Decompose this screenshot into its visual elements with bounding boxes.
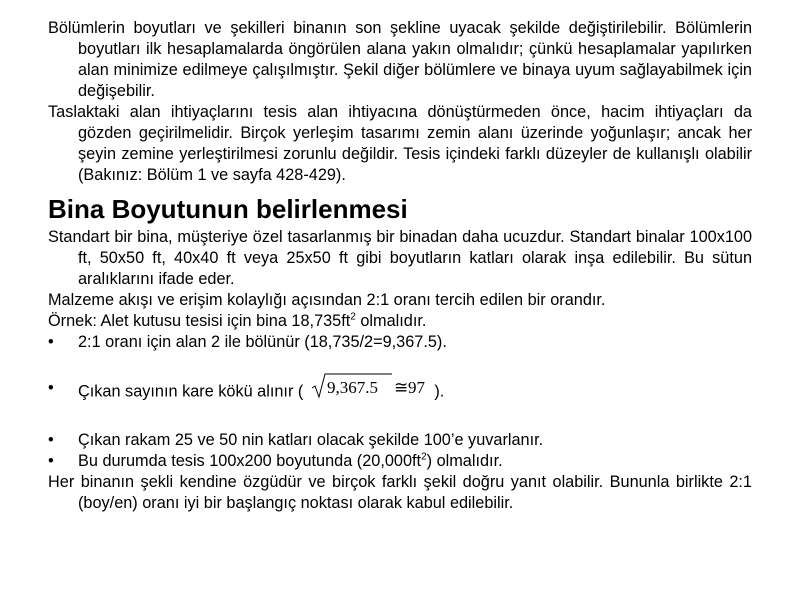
bullet-marker: •	[48, 452, 54, 470]
sqrt-result: 97	[407, 378, 425, 397]
bullet-final-size	[48, 451, 752, 472]
bullet-marker: •	[48, 379, 54, 397]
paragraph-building-shape: Her binanın şekli kendine özgüdür ve birçok farklı şekil doğru yanıt olabilir. Bununla birlikte 2:1 (boy/en) oranı iyi bir başlangıç noktası olarak kabul edilebilir.	[48, 473, 752, 512]
bullet-divide-text: 2:1 oranı için alan 2 ile bölünür (18,735/2=9,367.5).	[78, 333, 447, 351]
bullet-final-superscript: 2	[421, 451, 427, 463]
section-heading: Bina Boyutunun belirlenmesi	[48, 194, 408, 224]
sqrt-radicand: 9,367.5	[326, 378, 378, 397]
bullet-marker: •	[48, 333, 54, 351]
square-root-formula	[310, 372, 428, 406]
bullet-rounding-text: Çıkan rakam 25 ve 50 nin katları olacak şekilde 100’e yuvarlanır.	[78, 431, 544, 449]
sqrt-relation: ≅	[393, 378, 409, 397]
bullet-sqrt-after: ).	[429, 382, 445, 401]
example-superscript: 2	[350, 311, 356, 323]
bullet-final-text: Bu durumda tesis 100x200 boyutunda (20,000ft	[78, 452, 422, 470]
bullet-marker: •	[48, 431, 54, 449]
example-tail: olmalıdır.	[355, 312, 427, 330]
example-text: Örnek: Alet kutusu tesisi için bina 18,735ft	[48, 312, 351, 330]
paragraph-example	[48, 311, 752, 332]
bullet-rounding	[48, 430, 752, 451]
slide-content	[48, 18, 752, 514]
bullet-square-root	[48, 378, 752, 406]
square-root-svg	[310, 372, 428, 400]
paragraph-ratio: Malzeme akışı ve erişim kolaylığı açısından 2:1 oranı tercih edilen bir orandır.	[48, 291, 606, 309]
bullet-divide-area	[48, 332, 752, 353]
bullet-sqrt-before: Çıkan sayının kare kökü alınır (	[78, 382, 308, 401]
paragraph-standard-building: Standart bir bina, müşteriye özel tasarlanmış bir binadan daha ucuzdur. Standart binalar 100x100 ft, 50x50 ft, 40x40 ft veya 25x50 ft gibi boyutların katları olarak inşa edilebilir. Bu sütun aralıklarını ifade eder.	[48, 228, 752, 288]
bullet-final-tail: ) olmalıdır.	[426, 452, 503, 470]
paragraph-section-dimensions: Bölümlerin boyutları ve şekilleri binanın son şekline uyacak şekilde değiştirilebilir. Bölümlerin boyutları ilk hesaplamalarda öngörülen alana yakın olmalıdır; çünkü hesaplamalar yapılırken alan minimize edilmeye çalışılmıştır. Şekil diğer bölümlere ve binaya uyum sağlayabilmek için değişebilir.	[48, 19, 752, 100]
paragraph-volume-requirements: Taslaktaki alan ihtiyaçlarını tesis alan ihtiyacına dönüştürmeden önce, hacim ihtiyaçları da gözden geçirilmelidir. Birçok yerleşim tasarımı zemin alanı üzerinde yoğunlaşır; ancak her şeyin zemine yerleştirilmesi zorunlu değildir. Tesis içindeki farklı düzeyler de kullanışlı olabilir (Bakınız: Bölüm 1 ve sayfa 428-429).	[48, 103, 752, 184]
